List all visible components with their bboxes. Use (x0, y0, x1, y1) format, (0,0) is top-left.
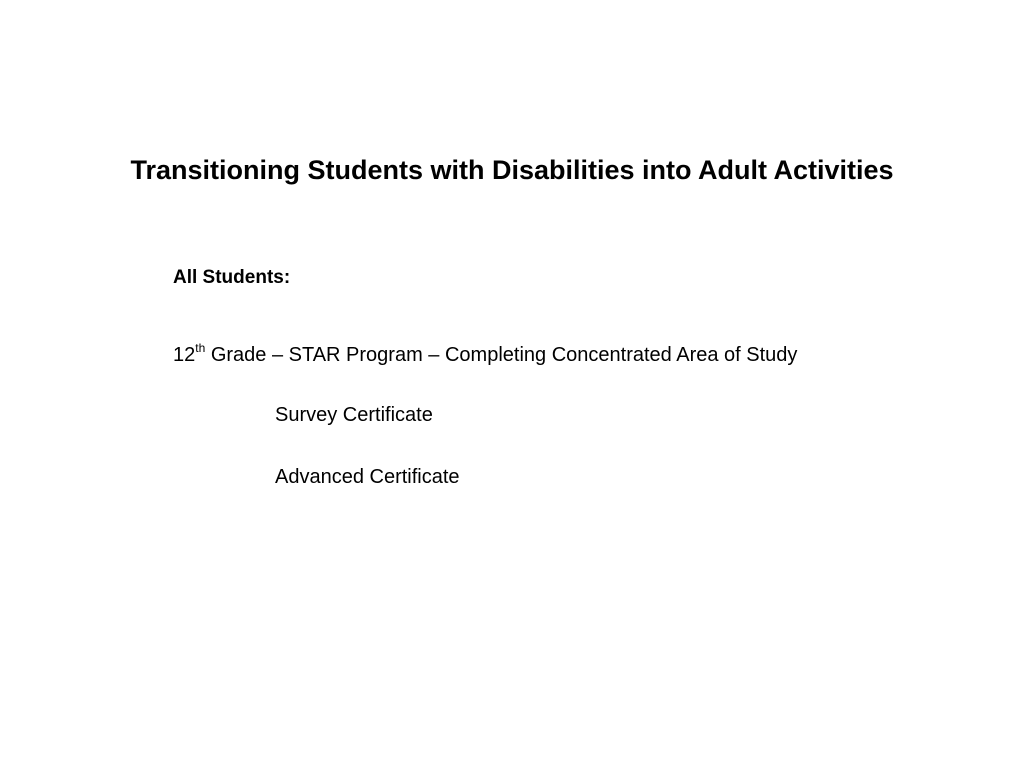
certificate-survey: Survey Certificate (275, 404, 433, 426)
program-line-text: Grade – STAR Program – Completing Concentrated Area of Study (205, 344, 798, 366)
program-line (173, 340, 797, 370)
certificate-advanced: Advanced Certificate (275, 466, 460, 488)
section-heading: All Students: (173, 267, 291, 288)
slide-title: Transitioning Students with Disabilities into Adult Activities (130, 155, 894, 185)
grade-suffix: th (195, 341, 206, 356)
grade-number: 12 (173, 344, 196, 366)
